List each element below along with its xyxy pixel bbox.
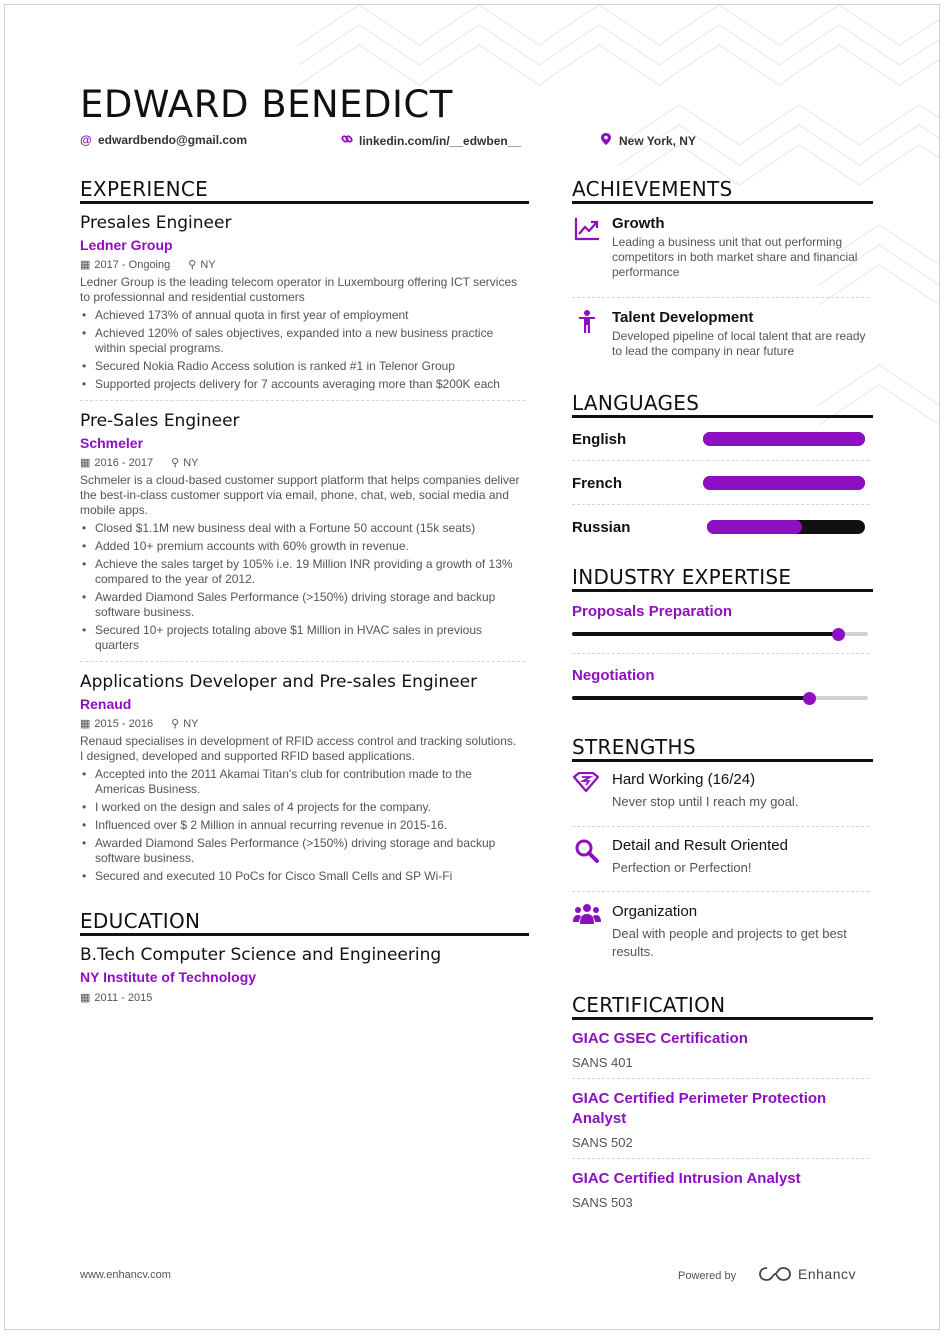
- strength-title: Organization: [612, 903, 698, 920]
- language-name: English: [572, 431, 627, 448]
- certification-heading: CERTIFICATION: [572, 993, 726, 1017]
- users-icon: [573, 903, 601, 930]
- education-heading: EDUCATION: [80, 909, 201, 933]
- language-level-fill: [707, 520, 802, 534]
- certification-name: GIAC Certified Intrusion Analyst: [572, 1170, 801, 1187]
- job-bullet: • Secured and executed 10 PoCs for Cisco Small Cells and SP Wi-Fi: [80, 869, 520, 884]
- job-separator: [80, 661, 525, 662]
- language-name: Russian: [572, 519, 631, 536]
- school-name: NY Institute of Technology: [80, 969, 257, 985]
- certification-org: SANS 401: [572, 1055, 633, 1070]
- candidate-name: EDWARD BENEDICT: [80, 83, 453, 126]
- job-bullet: • I worked on the design and sales of 4 projects for the company.: [80, 800, 520, 815]
- job-bullet: • Accepted into the 2011 Akamai Titan's club for contribution made to the Americas Business.: [80, 767, 520, 797]
- enhancv-logo-text: Enhancv: [798, 1266, 856, 1282]
- job-bullets: [80, 521, 520, 656]
- certification-name: GIAC GSEC Certification: [572, 1030, 748, 1047]
- achievement-title: Growth: [612, 215, 665, 232]
- location-text: New York, NY: [619, 133, 696, 148]
- job-location: NY: [183, 456, 199, 469]
- strength-desc: Perfection or Perfection!: [612, 860, 752, 875]
- email-text: edwardbendo@gmail.com: [98, 133, 248, 147]
- strength-desc: Deal with people and projects to get best results.: [612, 926, 847, 959]
- job-dates: 2015 - 2016: [94, 717, 154, 730]
- achievement-desc: Developed pipeline of local talent that are ready to lead the company in near future: [612, 329, 866, 358]
- linkedin-text: linkedin.com/in/__edwben__: [359, 133, 522, 148]
- achievement-title: Talent Development: [612, 309, 754, 326]
- expertise-name: Proposals Preparation: [572, 603, 733, 620]
- achievement-desc: Leading a business unit that out performing competitors in both market share and financial performance: [612, 235, 858, 279]
- resume-page: [4, 4, 940, 1330]
- job-dates: 2016 - 2017: [94, 456, 154, 469]
- language-separator: [572, 504, 869, 505]
- experience-heading: EXPERIENCE: [80, 177, 209, 201]
- at-icon: @: [80, 133, 92, 147]
- contact-linkedin[interactable]: [341, 133, 521, 148]
- expertise-level-fill: [572, 632, 838, 636]
- superman-icon: [573, 772, 599, 797]
- pin-icon: ⚲: [171, 718, 180, 730]
- language-name: French: [572, 475, 623, 492]
- job-meta: [80, 456, 198, 469]
- job-meta: [80, 258, 216, 271]
- map-pin-icon: [601, 133, 613, 148]
- languages-heading: LANGUAGES: [572, 391, 700, 415]
- job-meta: [80, 717, 198, 730]
- expertise-name: Negotiation: [572, 667, 655, 684]
- certification-separator: [572, 1078, 869, 1079]
- job-bullet: • Added 10+ premium accounts with 60% growth in revenue.: [80, 539, 520, 554]
- strengths-divider: [572, 759, 873, 762]
- job-location: NY: [200, 258, 216, 271]
- education-divider: [80, 933, 529, 936]
- expertise-heading: INDUSTRY EXPERTISE: [572, 565, 792, 589]
- expertise-divider: [572, 589, 873, 592]
- language-separator: [572, 460, 869, 461]
- certification-org: SANS 503: [572, 1195, 633, 1210]
- language-level-fill: [703, 476, 865, 490]
- degree-title: B.Tech Computer Science and Engineering: [80, 945, 442, 965]
- strength-separator: [572, 826, 869, 827]
- achievements-heading: ACHIEVEMENTS: [572, 177, 733, 201]
- strength-separator: [572, 891, 869, 892]
- strength-title: Detail and Result Oriented: [612, 837, 788, 854]
- job-bullet: • Closed $1.1M new business deal with a Fortune 50 account (15k seats): [80, 521, 520, 536]
- job-bullet: • Supported projects delivery for 7 accounts averaging more than $200K each: [80, 377, 520, 392]
- calendar-icon: ▦: [80, 259, 91, 271]
- achievement-separator: [572, 297, 869, 298]
- job-description: Schmeler is a cloud-based customer support platform that helps companies deliver the best-in-class customer support via email, phone, chat, web, social media and mobile apps.: [80, 473, 520, 517]
- chart-up-icon: [574, 217, 600, 246]
- strength-desc: Never stop until I reach my goal.: [612, 794, 799, 809]
- footer-powered-by: Powered by: [678, 1270, 737, 1282]
- job-location: NY: [183, 717, 199, 730]
- job-bullet: • Achieve the sales target by 105% i.e. 19 Million INR providing a growth of 13% compared to the year of 2012.: [80, 557, 520, 587]
- job-company: Ledner Group: [80, 237, 173, 253]
- certification-divider: [572, 1017, 873, 1020]
- calendar-icon: ▦: [80, 992, 91, 1004]
- certification-name: GIAC Certified Perimeter Protection Analyst: [572, 1090, 827, 1127]
- enhancv-logo[interactable]: [758, 1265, 856, 1283]
- certification-org: SANS 502: [572, 1135, 633, 1150]
- job-bullet: • Achieved 120% of sales objectives, expanded into a new business practice within special programs.: [80, 326, 520, 356]
- pin-icon: ⚲: [188, 259, 197, 271]
- job-bullet: • Awarded Diamond Sales Performance (>150%) driving storage and backup software business.: [80, 836, 520, 866]
- expertise-level-fill: [572, 696, 809, 700]
- job-title: Presales Engineer: [80, 213, 232, 233]
- language-level-fill: [703, 432, 865, 446]
- job-dates: 2017 - Ongoing: [94, 258, 171, 271]
- contact-location: [601, 133, 696, 148]
- languages-divider: [572, 415, 873, 418]
- person-icon: [578, 310, 596, 339]
- job-description: Renaud specialises in development of RFID access control and tracking solutions. I designed, developed and supported RFID based applications.: [80, 734, 517, 763]
- job-bullet: • Secured 10+ projects totaling above $1 Million in HVAC sales in previous quarters: [80, 623, 520, 653]
- strengths-heading: STRENGTHS: [572, 735, 696, 759]
- expertise-level-knob: [832, 628, 845, 641]
- job-company: Schmeler: [80, 435, 144, 451]
- pin-icon: ⚲: [171, 457, 180, 469]
- job-bullets: [80, 767, 520, 887]
- contact-email[interactable]: [80, 133, 247, 147]
- experience-divider: [80, 201, 529, 204]
- job-bullet: • Awarded Diamond Sales Performance (>150%) driving storage and backup software business.: [80, 590, 520, 620]
- job-separator: [80, 400, 525, 401]
- strength-title: Hard Working (16/24): [612, 771, 756, 788]
- job-company: Renaud: [80, 696, 132, 712]
- education-meta: [80, 991, 152, 1004]
- link-icon: [341, 133, 353, 148]
- job-bullets: [80, 308, 520, 395]
- expertise-separator: [572, 653, 869, 654]
- calendar-icon: ▦: [80, 457, 91, 469]
- job-bullet: • Secured Nokia Radio Access solution is ranked #1 in Telenor Group: [80, 359, 520, 374]
- job-title: Applications Developer and Pre-sales Engineer: [80, 672, 478, 692]
- certification-separator: [572, 1158, 869, 1159]
- calendar-icon: ▦: [80, 718, 91, 730]
- search-icon: [574, 838, 600, 869]
- education-dates: 2011 - 2015: [94, 991, 153, 1004]
- footer-site[interactable]: www.enhancv.com: [80, 1269, 171, 1281]
- expertise-level-knob: [803, 692, 816, 705]
- job-bullet: • Achieved 173% of annual quota in first year of employment: [80, 308, 520, 323]
- job-description: Ledner Group is the leading telecom operator in Luxembourg offering ICT services to professionnal and residential customers: [80, 275, 518, 304]
- achievements-divider: [572, 201, 873, 204]
- enhancv-logo-icon: [758, 1265, 792, 1283]
- job-bullet: • Influenced over $ 2 Million in annual recurring revenue in 2015-16.: [80, 818, 520, 833]
- job-title: Pre-Sales Engineer: [80, 411, 240, 431]
